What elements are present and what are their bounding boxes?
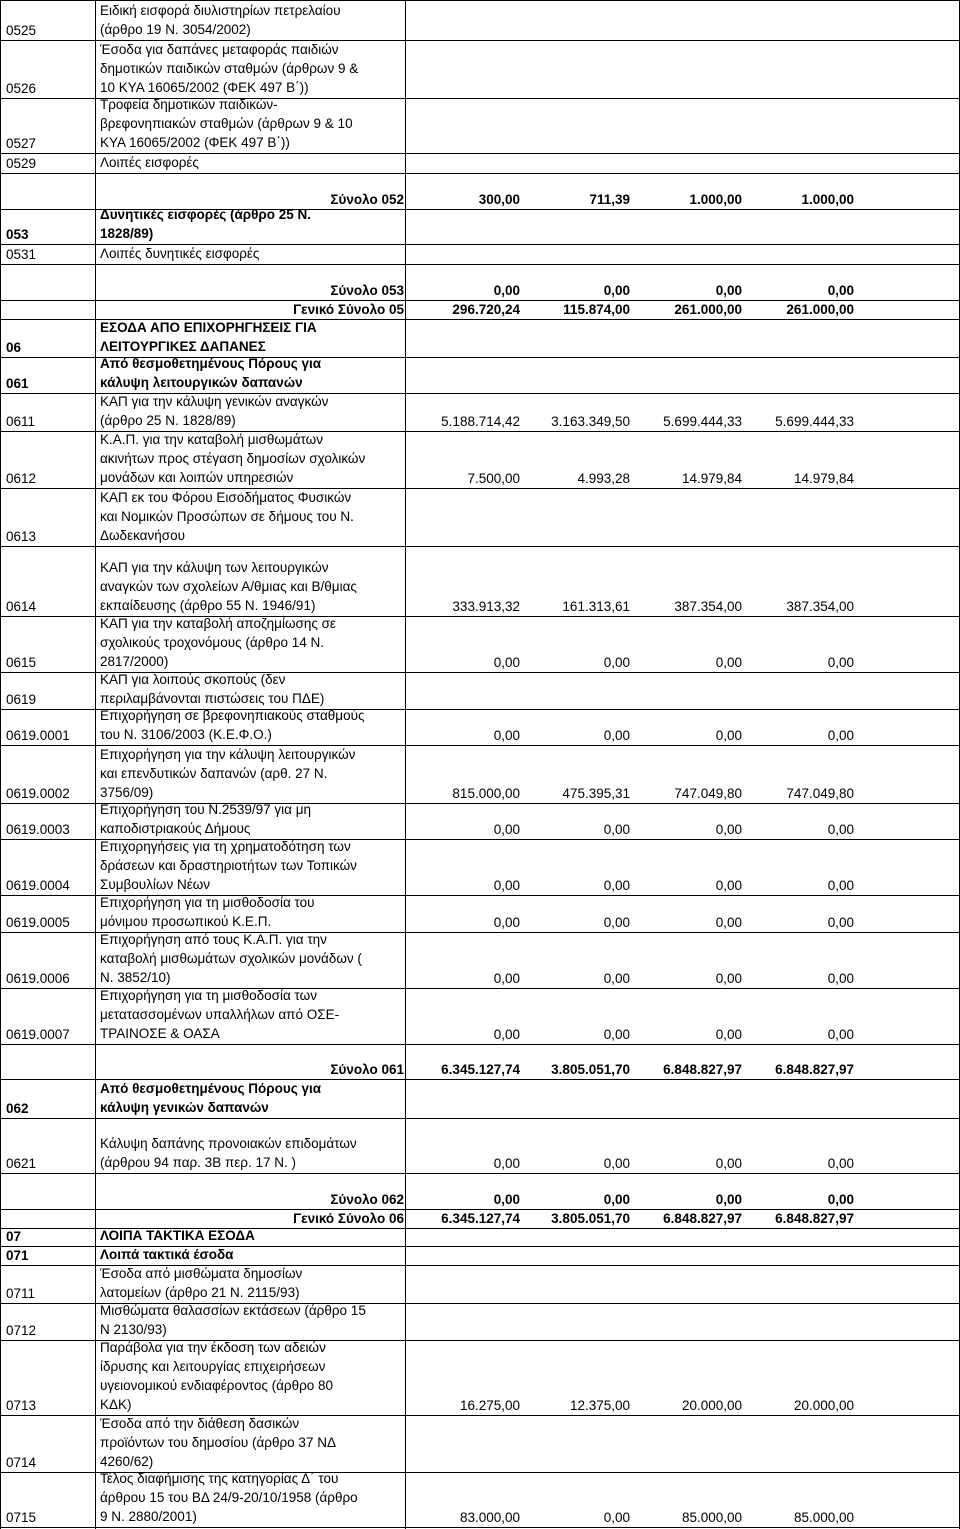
row-code: 0526 — [6, 81, 37, 96]
row-code: 0619.0005 — [6, 915, 70, 930]
row-description: ΕΣΟΔΑ ΑΠΟ ΕΠΙΧΟΡΗΓΗΣΕΙΣ ΓΙΑ ΛΕΙΤΟΥΡΓΙΚΕΣ ΔΑΠΑΝΕΣ — [100, 320, 317, 354]
table-row — [0, 40, 960, 98]
amount-col-4: 387.354,00 — [786, 599, 854, 614]
table-row — [0, 546, 960, 616]
column-divider — [95, 301, 96, 320]
subtotal-label: Σύνολο 052 — [330, 192, 404, 207]
amount-col-4: 0,00 — [827, 1027, 854, 1042]
column-divider — [95, 1266, 96, 1304]
amount-col-1: 815.000,00 — [452, 786, 520, 801]
column-divider — [0, 1, 1, 41]
column-divider — [0, 41, 1, 99]
row-code: 0619.0001 — [6, 728, 70, 743]
table-row — [0, 1118, 960, 1173]
column-divider — [0, 989, 1, 1045]
column-divider — [0, 320, 1, 358]
column-divider — [95, 1080, 96, 1119]
table-row — [0, 1265, 960, 1303]
column-divider — [0, 1080, 1, 1119]
column-divider — [0, 394, 1, 432]
amount-col-4: 0,00 — [827, 878, 854, 893]
column-divider — [0, 301, 1, 320]
column-divider — [95, 1174, 96, 1210]
amount-col-4: 6.848.827,97 — [775, 1062, 854, 1077]
subtotal-label: Σύνολο 061 — [330, 1062, 404, 1077]
table-row — [0, 488, 960, 546]
row-description: ΚΑΠ για την κάλυψη γενικών αναγκών (άρθρο 25 Ν. 1828/89) — [100, 394, 329, 428]
row-description: Επιχορήγηση σε βρεφονηπιακούς σταθμούς του Ν. 3106/2003 (Κ.Ε.Φ.Ο.) — [100, 708, 365, 742]
row-description: Τέλος διαφήμισης της κατηγορίας Δ΄ του άρθρου 15 του ΒΔ 24/9-20/10/1958 (άρθρο 9 Ν. 2880/2001) — [100, 1471, 358, 1524]
column-divider — [95, 265, 96, 301]
column-divider — [95, 1416, 96, 1473]
row-description: Κάλυψη δαπάνης προνοιακών επιδομάτων (άρθρου 94 παρ. 3Β περ. 17 Ν. ) — [100, 1136, 357, 1170]
amount-col-2: 711,39 — [589, 192, 630, 207]
amount-col-3: 0,00 — [715, 728, 742, 743]
column-divider — [0, 896, 1, 933]
amount-col-3: 0,00 — [715, 878, 742, 893]
amount-col-4: 0,00 — [827, 1192, 854, 1207]
amount-col-2: 0,00 — [603, 1156, 630, 1171]
row-code: 0614 — [6, 599, 37, 614]
column-divider — [95, 1247, 96, 1266]
amount-col-1: 7.500,00 — [467, 471, 520, 486]
column-divider — [0, 210, 1, 245]
row-code: 0611 — [6, 414, 36, 429]
column-divider — [95, 1341, 96, 1416]
amount-col-1: 0,00 — [493, 915, 520, 930]
amount-col-2: 0,00 — [603, 822, 630, 837]
column-divider — [0, 245, 1, 265]
subtotal-label: Γενικό Σύνολο 05 — [293, 302, 404, 317]
table-row — [0, 264, 960, 300]
table-row — [0, 1340, 960, 1415]
amount-col-1: 0,00 — [493, 1156, 520, 1171]
row-code: 06 — [6, 340, 22, 355]
amount-col-3: 261.000,00 — [674, 302, 742, 317]
row-code: 0613 — [6, 529, 37, 544]
column-divider — [95, 174, 96, 210]
column-divider — [95, 41, 96, 99]
column-divider — [0, 1304, 1, 1341]
table-row — [0, 1173, 960, 1209]
table-row — [0, 1472, 960, 1528]
row-description: Επιχορήγηση για τη μισθοδοσία του μόνιμου προσωπικού Κ.Ε.Π. — [100, 895, 315, 929]
column-divider — [95, 320, 96, 358]
amount-col-4: 1.000,00 — [801, 192, 854, 207]
amount-col-1: 6.345.127,74 — [441, 1211, 520, 1226]
amount-col-2: 0,00 — [603, 971, 630, 986]
table-row — [0, 153, 960, 173]
amount-col-3: 0,00 — [715, 1156, 742, 1171]
amount-col-1: 296.720,24 — [452, 302, 520, 317]
table-row — [0, 1246, 960, 1265]
row-description: Επιχορήγηση από τους Κ.Α.Π. για την καταβολή μισθωμάτων σχολικών μονάδων ( Ν. 3852/10) — [100, 932, 362, 985]
column-divider — [95, 210, 96, 245]
row-description: Επιχορηγήσεις για τη χρηματοδότηση των δράσεων και δραστηριοτήτων των Τοπικών Συμβουλίων Νέων — [100, 839, 357, 892]
amount-col-4: 0,00 — [827, 655, 854, 670]
amount-col-2: 0,00 — [603, 655, 630, 670]
amount-col-3: 387.354,00 — [674, 599, 742, 614]
row-code: 0715 — [6, 1510, 37, 1525]
amount-col-3: 0,00 — [715, 283, 742, 298]
row-code: 053 — [6, 227, 29, 242]
amount-col-2: 0,00 — [603, 915, 630, 930]
column-divider — [405, 265, 406, 301]
amount-col-2: 0,00 — [603, 728, 630, 743]
amount-col-4: 0,00 — [827, 915, 854, 930]
column-divider — [95, 547, 96, 617]
row-code: 071 — [6, 1248, 29, 1263]
amount-col-4: 20.000,00 — [793, 1398, 854, 1413]
row-code: 0619.0007 — [6, 1027, 70, 1042]
column-divider — [95, 617, 96, 673]
amount-col-3: 0,00 — [715, 822, 742, 837]
amount-col-2: 115.874,00 — [563, 302, 630, 317]
row-description: Τροφεία δημοτικών παιδικών- βρεφονηπιακών σταθμών (άρθρων 9 & 10 ΚΥΑ 16065/2002 (ΦΕΚ 497 Β΄)) — [100, 97, 353, 150]
table-row — [0, 616, 960, 672]
row-description: Λοιπά τακτικά έσοδα — [100, 1247, 234, 1262]
amount-col-3: 85.000,00 — [681, 1510, 742, 1525]
amount-col-2: 0,00 — [603, 283, 630, 298]
amount-col-1: 0,00 — [493, 1027, 520, 1042]
column-divider — [95, 1473, 96, 1529]
amount-col-2: 3.805.051,70 — [551, 1211, 630, 1226]
column-divider — [0, 1045, 1, 1080]
amount-col-3: 14.979,84 — [681, 471, 742, 486]
row-description: Παράβολα για την έκδοση των αδειών ίδρυσης και λειτουργίας επιχειρήσεων υγειονομικού ενδιαφέροντος (άρθρο 80 ΚΔΚ) — [100, 1340, 334, 1412]
column-divider — [0, 1247, 1, 1266]
amount-col-1: 6.345.127,74 — [441, 1062, 520, 1077]
column-divider — [0, 1416, 1, 1473]
amount-col-1: 0,00 — [493, 971, 520, 986]
amount-col-3: 0,00 — [715, 1192, 742, 1207]
amount-col-2: 4.993,28 — [577, 471, 630, 486]
row-description: Επιχορήγηση για τη μισθοδοσία των μετατασσομένων υπαλλήλων από ΟΣΕ- ΤΡΑΙΝΟΣΕ & ΟΑΣΑ — [100, 988, 340, 1041]
subtotal-label: Σύνολο 062 — [330, 1192, 404, 1207]
column-divider — [95, 804, 96, 840]
table-row — [0, 319, 960, 357]
amount-col-3: 0,00 — [715, 971, 742, 986]
row-description: Έσοδα για δαπάνες μεταφοράς παιδιών δημοτικών παιδικών σταθμών (άρθρων 9 & 10 ΚΥΑ 16065/2002 (ΦΕΚ 497 Β΄)) — [100, 42, 359, 95]
table-row — [0, 0, 960, 40]
table-row — [0, 173, 960, 209]
row-code: 0621 — [6, 1156, 37, 1171]
amount-col-4: 5.699.444,33 — [775, 414, 854, 429]
amount-col-4: 747.049,80 — [786, 786, 854, 801]
amount-col-1: 0,00 — [493, 1192, 520, 1207]
column-divider — [0, 1174, 1, 1210]
amount-col-2: 3.805.051,70 — [551, 1062, 630, 1077]
row-code: 0713 — [6, 1398, 37, 1413]
column-divider — [0, 489, 1, 547]
amount-col-1: 0,00 — [493, 878, 520, 893]
column-divider — [95, 154, 96, 174]
column-divider — [95, 394, 96, 432]
amount-col-4: 0,00 — [827, 728, 854, 743]
column-divider — [95, 432, 96, 489]
amount-col-2: 0,00 — [603, 878, 630, 893]
row-description: Λοιπές δυνητικές εισφορές — [100, 246, 260, 261]
amount-col-1: 5.188.714,42 — [441, 414, 520, 429]
amount-col-2: 0,00 — [603, 1027, 630, 1042]
table-row — [0, 1228, 960, 1246]
table-row — [0, 803, 960, 839]
table-row — [0, 1079, 960, 1118]
row-code: 0527 — [6, 136, 37, 151]
row-description: Ειδική εισφορά διυλιστηρίων πετρελαίου (άρθρο 19 Ν. 3054/2002) — [100, 3, 341, 37]
column-divider — [95, 1045, 96, 1080]
table-row — [0, 393, 960, 431]
column-divider — [0, 174, 1, 210]
row-code: 0619 — [6, 692, 37, 707]
column-divider — [405, 1045, 406, 1080]
amount-col-3: 747.049,80 — [674, 786, 742, 801]
row-description: ΚΑΠ για την κάλυψη των λειτουργικών αναγκών των σχολείων Α/θμιας και Β/θμιας εκπαίδευσης (άρθρο 55 Ν. 1946/91) — [100, 560, 357, 613]
row-code: 0619.0003 — [6, 822, 70, 837]
row-code: 07 — [6, 1229, 22, 1244]
column-divider — [0, 265, 1, 301]
row-code: 0529 — [6, 156, 37, 171]
amount-col-1: 83.000,00 — [459, 1510, 520, 1525]
amount-col-2: 3.163.349,50 — [551, 414, 630, 429]
column-divider — [95, 1210, 96, 1229]
column-divider — [0, 673, 1, 710]
amount-col-4: 0,00 — [827, 822, 854, 837]
amount-col-3: 6.848.827,97 — [663, 1062, 742, 1077]
amount-col-3: 0,00 — [715, 655, 742, 670]
row-description: ΚΑΠ για την καταβολή αποζημίωσης σε σχολικούς τροχονόμους (άρθρο 14 Ν. 2817/2000) — [100, 616, 336, 669]
column-divider — [0, 710, 1, 746]
column-divider — [0, 933, 1, 989]
row-description: Λοιπές εισφορές — [100, 155, 199, 170]
table-row — [0, 1044, 960, 1079]
row-description: ΛΟΙΠΑ ΤΑΚΤΙΚΑ ΕΣΟΔΑ — [100, 1228, 255, 1243]
column-divider — [0, 617, 1, 673]
row-description: Επιχορήγηση για την κάλυψη λειτουργικών και επενδυτικών δαπανών (αρθ. 27 Ν. 3756/09) — [100, 747, 356, 800]
column-divider — [95, 358, 96, 394]
column-divider — [95, 1, 96, 41]
column-divider — [95, 1229, 96, 1247]
column-divider — [95, 489, 96, 547]
column-divider — [0, 746, 1, 804]
row-code: 0619.0006 — [6, 971, 70, 986]
table-row — [0, 988, 960, 1044]
amount-col-4: 85.000,00 — [793, 1510, 854, 1525]
amount-col-3: 0,00 — [715, 915, 742, 930]
amount-col-2: 475.395,31 — [562, 786, 630, 801]
column-divider — [95, 245, 96, 265]
amount-col-1: 333.913,32 — [452, 599, 520, 614]
row-code: 0711 — [6, 1286, 36, 1301]
table-row — [0, 98, 960, 153]
row-description: Δυνητικές εισφορές (άρθρο 25 Ν. 1828/89) — [100, 207, 312, 241]
row-description: Κ.Α.Π. για την καταβολή μισθωμάτων ακινήτων προς στέγαση δημοσίων σχολικών μονάδων και λοιπών υπηρεσιών — [100, 432, 366, 485]
column-divider — [95, 673, 96, 710]
column-divider — [95, 840, 96, 896]
row-description: Έσοδα από την διάθεση δασικών προϊόντων του δημοσίου (άρθρο 37 ΝΔ 4260/62) — [100, 1416, 336, 1469]
row-code: 0612 — [6, 471, 37, 486]
table-row — [0, 209, 960, 244]
row-description: Έσοδα από μισθώματα δημοσίων λατομείων (άρθρο 21 Ν. 2115/93) — [100, 1266, 303, 1300]
column-divider — [95, 933, 96, 989]
table-row — [0, 357, 960, 393]
table-row — [0, 300, 960, 319]
column-divider — [95, 746, 96, 804]
amount-col-1: 300,00 — [478, 192, 520, 207]
row-description: ΚΑΠ εκ του Φόρου Εισοδήματος Φυσικών και Νομικών Προσώπων σε δήμους του Ν. Δωδεκανήσου — [100, 490, 354, 543]
amount-col-3: 0,00 — [715, 1027, 742, 1042]
table-row — [0, 244, 960, 264]
amount-col-4: 261.000,00 — [786, 302, 854, 317]
amount-col-1: 0,00 — [493, 728, 520, 743]
column-divider — [0, 1119, 1, 1174]
row-code: 0525 — [6, 23, 37, 38]
amount-col-4: 0,00 — [827, 1156, 854, 1171]
row-description: Από θεσμοθετημένους Πόρους για κάλυψη γενικών δαπανών — [100, 1081, 322, 1115]
subtotal-label: Γενικό Σύνολο 06 — [293, 1211, 404, 1226]
amount-col-1: 16.275,00 — [459, 1398, 520, 1413]
table-row — [0, 895, 960, 932]
table-row — [0, 745, 960, 803]
column-divider — [0, 432, 1, 489]
column-divider — [0, 99, 1, 154]
amount-col-1: 0,00 — [493, 283, 520, 298]
subtotal-label: Σύνολο 053 — [330, 283, 404, 298]
column-divider — [0, 1341, 1, 1416]
amount-col-2: 12.375,00 — [569, 1398, 630, 1413]
table-row — [0, 1415, 960, 1472]
column-divider — [0, 154, 1, 174]
row-code: 0619.0004 — [6, 878, 70, 893]
column-divider — [0, 804, 1, 840]
column-divider — [0, 358, 1, 394]
amount-col-3: 1.000,00 — [689, 192, 742, 207]
amount-col-2: 0,00 — [603, 1510, 630, 1525]
row-code: 0712 — [6, 1323, 37, 1338]
amount-col-4: 6.848.827,97 — [775, 1211, 854, 1226]
column-divider — [405, 1174, 406, 1210]
table-row — [0, 839, 960, 895]
table-row — [0, 672, 960, 709]
amount-col-3: 20.000,00 — [681, 1398, 742, 1413]
column-divider — [0, 1266, 1, 1304]
row-description: Επιχορήγηση του Ν.2539/97 για μη καποδιστριακούς Δήμους — [100, 802, 312, 836]
amount-col-4: 14.979,84 — [793, 471, 854, 486]
table-row — [0, 709, 960, 745]
amount-col-2: 161.313,61 — [562, 599, 630, 614]
column-divider — [95, 989, 96, 1045]
row-code: 061 — [6, 376, 29, 391]
row-description: Μισθώματα θαλασσίων εκτάσεων (άρθρο 15 Ν 2130/93) — [100, 1303, 366, 1337]
amount-col-1: 0,00 — [493, 822, 520, 837]
row-code: 0531 — [6, 247, 37, 262]
column-divider — [0, 1473, 1, 1529]
amount-col-2: 0,00 — [603, 1192, 630, 1207]
amount-col-3: 5.699.444,33 — [663, 414, 742, 429]
amount-col-3: 6.848.827,97 — [663, 1211, 742, 1226]
row-description: Από θεσμοθετημένους Πόρους για κάλυψη λειτουργικών δαπανών — [100, 356, 322, 390]
row-code: 062 — [6, 1101, 29, 1116]
column-divider — [95, 1304, 96, 1341]
table-row — [0, 1303, 960, 1340]
amount-col-4: 0,00 — [827, 971, 854, 986]
column-divider — [0, 1210, 1, 1229]
table-row — [0, 932, 960, 988]
column-divider — [0, 840, 1, 896]
column-divider — [95, 896, 96, 933]
amount-col-4: 0,00 — [827, 283, 854, 298]
row-code: 0615 — [6, 655, 37, 670]
column-divider — [0, 1229, 1, 1247]
column-divider — [0, 547, 1, 617]
column-divider — [95, 1119, 96, 1174]
row-code: 0714 — [6, 1455, 37, 1470]
row-code: 0619.0002 — [6, 786, 70, 801]
amount-col-1: 0,00 — [493, 655, 520, 670]
column-divider — [95, 99, 96, 154]
table-row — [0, 431, 960, 488]
column-divider — [95, 710, 96, 746]
row-description: ΚΑΠ για λοιπούς σκοπούς (δεν περιλαμβάνονται πιστώσεις του ΠΔΕ) — [100, 672, 325, 706]
